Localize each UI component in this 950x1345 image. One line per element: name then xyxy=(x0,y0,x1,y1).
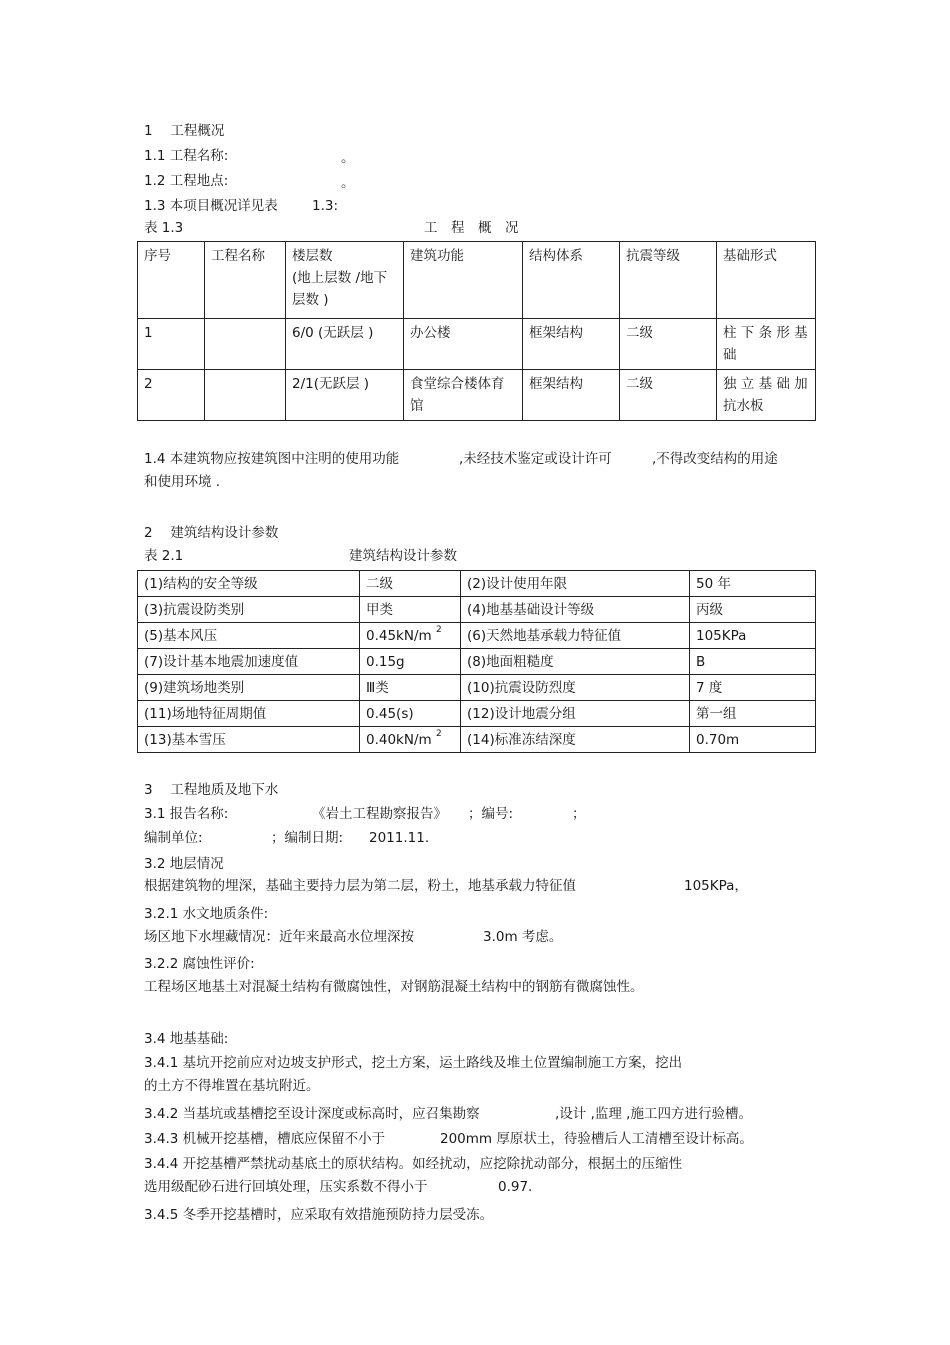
overview-ref-text: 1.3 本项目概况详见表 xyxy=(144,198,278,214)
foundation-343-a: 3.4.3 机械开挖基槽，槽底应保留不小于 xyxy=(144,1131,386,1147)
param-value: 二级 xyxy=(360,571,461,597)
param-label: (9)建筑场地类别 xyxy=(138,675,360,701)
table-row xyxy=(138,623,816,649)
param-label: (11)场地特征周期值 xyxy=(138,701,360,727)
param-value: B xyxy=(690,649,816,675)
section-1-heading: 1 工程概况 xyxy=(144,123,225,139)
usage-note-part1: 1.4 本建筑物应按建筑图中注明的使用功能 xyxy=(144,451,400,467)
foundation-343-b: 200mm 厚原状土，待验槽后人工清槽至设计标高。 xyxy=(440,1131,753,1147)
table-cell xyxy=(205,319,286,370)
table-cell: 2/1(无跃层 ) xyxy=(286,370,404,421)
table-row xyxy=(138,701,816,727)
project-name-end: 。 xyxy=(341,150,355,166)
table-cell: 1 xyxy=(138,319,205,370)
param-value: 7 度 xyxy=(690,675,816,701)
header-cell: 工程名称 xyxy=(205,242,286,319)
strata-text: 根据建筑物的埋深，基础主要持力层为第二层，粉土，地基承载力特征值 xyxy=(144,878,576,894)
param-value: 105KPa xyxy=(690,623,816,649)
foundation-heading: 3.4 地基基础: xyxy=(144,1031,229,1047)
param-label: (13)基本雪压 xyxy=(138,727,360,753)
strata-heading: 3.2 地层情况 xyxy=(144,856,224,872)
corrosion-text: 工程场区地基土对混凝土结构有微腐蚀性，对钢筋混凝土结构中的钢筋有微腐蚀性。 xyxy=(144,979,644,995)
param-label: (7)设计基本地震加速度值 xyxy=(138,649,360,675)
header-floors-label: 楼层数 xyxy=(292,248,333,264)
usage-note-part4: 和使用环境 . xyxy=(144,474,221,490)
foundation-344-c: 0.97. xyxy=(498,1179,533,1195)
section-3-heading: 3 工程地质及地下水 xyxy=(144,782,279,798)
param-value: 0.45(s) xyxy=(360,701,461,727)
table-cell: 框架结构 xyxy=(523,370,620,421)
usage-note-part3: ,不得改变结构的用途 xyxy=(652,451,778,467)
param-label: (14)标准冻结深度 xyxy=(461,727,690,753)
table-row xyxy=(138,597,816,623)
param-value-cell xyxy=(360,727,461,753)
superscript: 2 xyxy=(435,624,442,635)
foundation-342-a: 3.4.2 当基坑或基槽挖至设计深度或标高时，应召集勘察 xyxy=(144,1106,480,1122)
strata-capacity: 105KPa， xyxy=(684,878,748,894)
usage-note-part2: ,未经技术鉴定或设计许可 xyxy=(459,451,612,467)
header-cell: 结构体系 xyxy=(523,242,620,319)
param-label: (5)基本风压 xyxy=(138,623,360,649)
param-label: (1)结构的安全等级 xyxy=(138,571,360,597)
compiler-label: 编制单位: xyxy=(144,830,203,846)
param-value: 0.15g xyxy=(360,649,461,675)
param-value-cell xyxy=(360,623,461,649)
report-name-label: 3.1 报告名称: xyxy=(144,806,229,822)
report-number-end: ； xyxy=(572,806,586,822)
project-name-line: 1.1 工程名称: xyxy=(144,148,229,164)
param-label: (8)地面粗糙度 xyxy=(461,649,690,675)
table-row xyxy=(138,727,816,753)
header-cell: 抗震等级 xyxy=(620,242,717,319)
table-cell: 2 xyxy=(138,370,205,421)
table-row xyxy=(138,319,816,370)
table-cell: 框架结构 xyxy=(523,319,620,370)
param-value: 甲类 xyxy=(360,597,461,623)
table-cell: 二级 xyxy=(620,370,717,421)
report-name: 《岩土工程勘察报告》 xyxy=(312,806,447,822)
param-label: (3)抗震设防类别 xyxy=(138,597,360,623)
param-value: 0.45kN/m xyxy=(366,627,432,644)
header-cell: 序号 xyxy=(138,242,205,319)
project-overview-table xyxy=(137,241,816,421)
overview-ref-number: 1.3: xyxy=(312,198,339,214)
table-cell: 食堂综合楼体育馆 xyxy=(404,370,523,421)
foundation-344-b: 选用级配砂石进行回填处理，压实系数不得小于 xyxy=(144,1179,428,1195)
header-cell: 建筑功能 xyxy=(404,242,523,319)
design-parameters-table xyxy=(137,570,816,753)
table-2-1-title: 建筑结构设计参数 xyxy=(349,548,457,564)
corrosion-heading: 3.2.2 腐蚀性评价: xyxy=(144,956,255,972)
param-label: (12)设计地震分组 xyxy=(461,701,690,727)
param-label: (10)抗震设防烈度 xyxy=(461,675,690,701)
compile-date: 2011.11. xyxy=(369,830,430,846)
foundation-344-a: 3.4.4 开挖基槽严禁扰动基底土的原状结构。如经扰动，应挖除扰动部分，根据土的压缩性 xyxy=(144,1156,683,1172)
table-row xyxy=(138,370,816,421)
project-location-end: 。 xyxy=(341,175,355,191)
param-label: (4)地基基础设计等级 xyxy=(461,597,690,623)
table-cell: 6/0 (无跃层 ) xyxy=(286,319,404,370)
table-2-1-label: 表 2.1 xyxy=(144,548,184,564)
table-cell: 柱 下 条 形 基础 xyxy=(717,319,816,370)
hydro-text: 场区地下水埋藏情况：近年来最高水位埋深按 xyxy=(144,929,414,945)
table-row xyxy=(138,571,816,597)
section-2-heading: 2 建筑结构设计参数 xyxy=(144,525,279,541)
hydro-heading: 3.2.1 水文地质条件: xyxy=(144,906,269,922)
param-label: (6)天然地基承载力特征值 xyxy=(461,623,690,649)
header-floors-sub: (地上层数 /地下层数 ) xyxy=(292,270,388,308)
table-cell xyxy=(205,370,286,421)
project-location-line: 1.2 工程地点: xyxy=(144,173,229,189)
param-label: (2)设计使用年限 xyxy=(461,571,690,597)
hydro-depth: 3.0m 考虑。 xyxy=(483,929,563,945)
table-cell: 二级 xyxy=(620,319,717,370)
foundation-341-b: 的土方不得堆置在基坑附近。 xyxy=(144,1078,320,1094)
param-value: 50 年 xyxy=(690,571,816,597)
foundation-341-a: 3.4.1 基坑开挖前应对边坡支护形式，挖土方案，运土路线及堆土位置编制施工方案，挖出 xyxy=(144,1055,683,1071)
param-value: 第一组 xyxy=(690,701,816,727)
foundation-345: 3.4.5 冬季开挖基槽时，应采取有效措施预防持力层受冻。 xyxy=(144,1207,494,1223)
table-cell: 独 立 基 础 加抗水板 xyxy=(717,370,816,421)
table-row xyxy=(138,675,816,701)
param-value: 0.70m xyxy=(690,727,816,753)
table-1-3-title: 工 程 概 况 xyxy=(424,220,519,236)
superscript: 2 xyxy=(435,728,442,739)
table-cell: 办公楼 xyxy=(404,319,523,370)
compile-date-label: ；编制日期: xyxy=(271,830,344,846)
foundation-342-b: ,设计 ,监理 ,施工四方进行验槽。 xyxy=(555,1106,752,1122)
param-value: 0.40kN/m xyxy=(366,731,432,748)
table-row xyxy=(138,649,816,675)
param-value: Ⅲ类 xyxy=(360,675,461,701)
param-value: 丙级 xyxy=(690,597,816,623)
header-cell-floors xyxy=(286,242,404,319)
header-cell: 基础形式 xyxy=(717,242,816,319)
table-1-3-label: 表 1.3 xyxy=(144,220,184,236)
report-number-label: ；编号: xyxy=(468,806,514,822)
table-header-row xyxy=(138,242,816,319)
